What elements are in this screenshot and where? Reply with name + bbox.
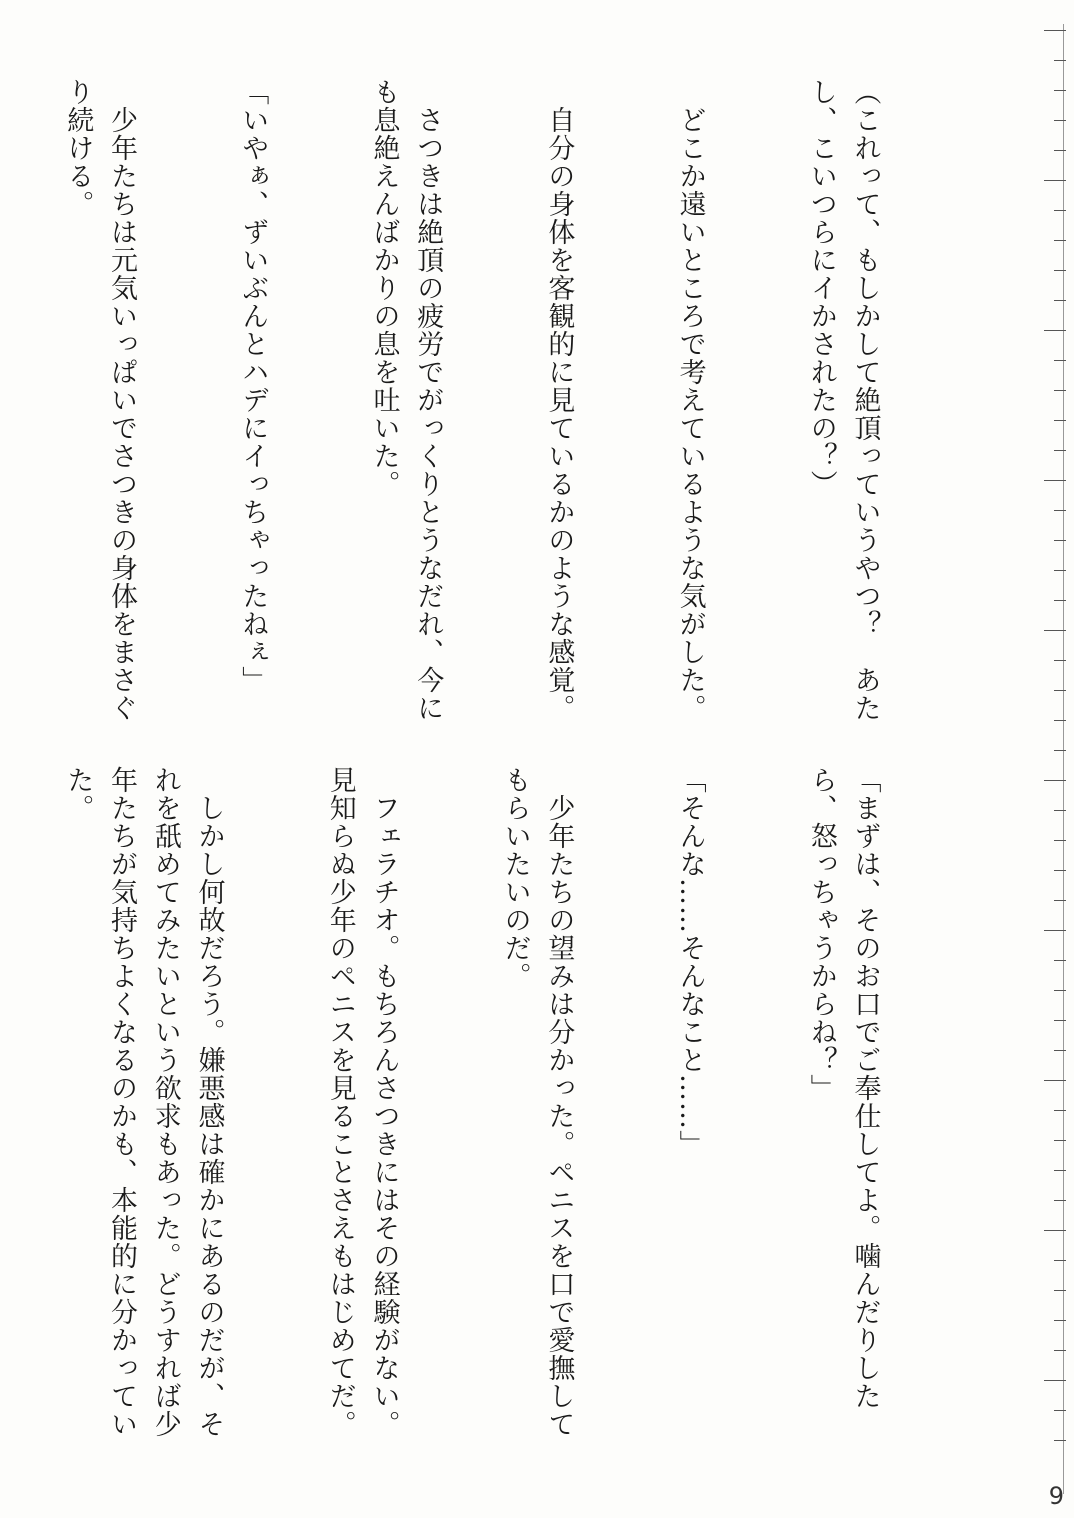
ruler-tick (1054, 600, 1066, 601)
ruler-tick (1054, 1260, 1066, 1261)
ruler-tick (1044, 330, 1066, 331)
ruler-tick (1054, 1440, 1066, 1441)
text-block-upper (62, 78, 974, 738)
ruler-tick (1054, 360, 1066, 361)
ruler-tick (1054, 990, 1066, 991)
ruler-tick (1054, 420, 1066, 421)
ruler-line (1063, 24, 1064, 1494)
ruler-tick (1044, 930, 1066, 931)
paragraph: 「まずは、そのお口でご奉仕してよ。噛んだりしたら、怒っちゃうからね？」 (805, 766, 881, 1410)
ruler-tick (1054, 510, 1066, 511)
ruler-tick (1054, 1200, 1066, 1201)
paragraph: （これって、もしかして絶頂っていうやつ？ あたし、こいつらにイかされたの？） (805, 78, 881, 722)
ruler-tick (1054, 1170, 1066, 1171)
paragraph: 「いやぁ、ずいぶんとハデにイっちゃったねぇ」 (237, 78, 269, 694)
ruler-tick (1054, 750, 1066, 751)
paragraph: 少年たちは元気いっぱいでさつきの身体をまさぐり続ける。 (62, 78, 138, 722)
ruler-tick (1054, 450, 1066, 451)
paragraph: どこか遠いところで考えているような気がした。 (674, 78, 706, 722)
ruler-tick (1054, 1350, 1066, 1351)
ruler-tick (1044, 630, 1066, 631)
ruler-tick (1054, 870, 1066, 871)
ruler-tick (1044, 780, 1066, 781)
ruler-tick (1054, 960, 1066, 961)
ruler-tick (1054, 150, 1066, 151)
ruler-tick (1054, 90, 1066, 91)
paragraph: 自分の身体を客観的に見ているかのような感覚。 (543, 78, 575, 722)
paragraph: しかし何故だろう。嫌悪感は確かにあるのだが、それを舐めてみたいという欲求もあった。どうすれば少年たちが気持ちよくなるのかも、本能的に分かっていた。 (62, 766, 225, 1438)
ruler-tick (1044, 180, 1066, 181)
ruler-tick (1044, 1230, 1066, 1231)
ruler-tick (1044, 1380, 1066, 1381)
ruler-tick (1044, 1080, 1066, 1081)
paragraph: さつきは絶頂の疲労でがっくりとうなだれ、今にも息絶えんばかりの息を吐いた。 (368, 78, 444, 722)
ruler-tick (1054, 270, 1066, 271)
ruler-tick (1044, 480, 1066, 481)
ruler-tick (1054, 1050, 1066, 1051)
ruler-tick (1054, 900, 1066, 901)
paragraph: 「そんな……そんなこと……」 (674, 766, 706, 1158)
ruler-tick (1054, 240, 1066, 241)
ruler-tick (1054, 60, 1066, 61)
ruler-tick (1054, 720, 1066, 721)
ruler-tick (1054, 810, 1066, 811)
ruler-tick (1054, 570, 1066, 571)
ruler-tick (1054, 1110, 1066, 1111)
margin-ruler (1030, 24, 1066, 1494)
paragraph: 少年たちの望みは分かった。ペニスを口で愛撫してもらいたいのだ。 (499, 766, 575, 1438)
ruler-tick (1054, 1320, 1066, 1321)
ruler-tick (1044, 30, 1066, 31)
ruler-tick (1054, 690, 1066, 691)
page-number: 9 (1048, 1482, 1064, 1510)
ruler-tick (1054, 390, 1066, 391)
ruler-tick (1054, 1410, 1066, 1411)
ruler-tick (1054, 1020, 1066, 1021)
ruler-tick (1054, 840, 1066, 841)
ruler-tick (1054, 120, 1066, 121)
ruler-tick (1054, 540, 1066, 541)
text-block-lower (62, 766, 974, 1446)
ruler-tick (1054, 1140, 1066, 1141)
paragraph: フェラチオ。もちろんさつきにはその経験がない。見知らぬ少年のペニスを見ることさえもはじめてだ。 (324, 766, 400, 1438)
ruler-tick (1054, 1290, 1066, 1291)
ruler-tick (1054, 300, 1066, 301)
ruler-tick (1054, 210, 1066, 211)
ruler-tick (1054, 660, 1066, 661)
